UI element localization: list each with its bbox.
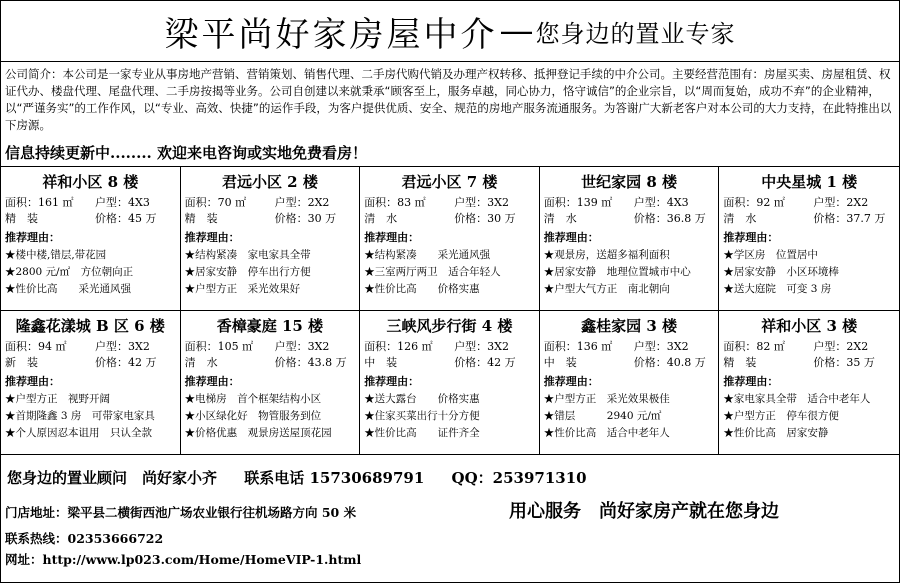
listing-price: 价格：30 万 (454, 212, 516, 225)
listing-title: 中央星城 1 楼 (761, 173, 858, 191)
listing-decoration: 精 装 (5, 212, 38, 225)
listing-decoration: 新 装 (5, 356, 38, 369)
recommend-reason: ★送大庭院 可变 3 房 (723, 283, 832, 295)
listing-spec-row (5, 195, 176, 211)
recommend-reason: ★性价比高 价格实惠 (364, 283, 480, 295)
recommend-reason: ★居家安静 停车出行方便 (184, 266, 311, 278)
listing-title: 君远小区 7 楼 (401, 173, 498, 191)
listing-price: 价格：43.8 万 (274, 356, 347, 369)
listing-title: 香樟豪庭 15 楼 (216, 317, 324, 335)
recommend-heading: 推荐理由： (723, 231, 779, 244)
recommend-reason: ★价格优惠 观景房送屋顶花园 (184, 427, 332, 439)
recommend-heading: 推荐理由： (5, 375, 60, 388)
recommend-reason: ★户型方正 采光效果极佳 (543, 393, 670, 405)
listing-price: 价格：42 万 (95, 356, 157, 369)
recommend-reason: ★送大露台 价格实惠 (364, 393, 480, 405)
recommend-reason: ★家电家具全带 适合中老年人 (723, 393, 871, 405)
listing-price-row (5, 211, 176, 227)
listing-card (540, 167, 720, 311)
recommend-heading: 推荐理由： (543, 375, 599, 388)
listing-spec-row (723, 339, 895, 355)
recommend-reason: ★住家买菜出行十分方便 (364, 410, 480, 422)
listing-title: 祥和小区 8 楼 (42, 173, 139, 191)
recommend-reason: ★性价比高 采光通风强 (5, 283, 131, 295)
listing-type: 户型：3X2 (633, 340, 689, 353)
listing-price-row (544, 355, 715, 371)
listing-spec-row (364, 195, 535, 211)
listing-type: 户型：3X2 (454, 196, 510, 209)
listing-decoration: 中 装 (364, 356, 398, 369)
recommend-reason: ★小区绿化好 物管服务到位 (184, 410, 322, 422)
listing-card (181, 311, 361, 455)
recommend-reason: ★观景房，送超多福利面积 (543, 249, 670, 261)
advisor-name: 您身边的置业顾问 尚好家小齐 (7, 469, 218, 487)
listing-type: 户型：3X2 (274, 340, 330, 353)
contact-qq: QQ：253971310 (451, 469, 587, 487)
listing-spec-row (723, 195, 895, 211)
update-notice: 信息持续更新中........ 欢迎来电咨询或实地免费看房！ (1, 140, 899, 167)
listing-area: 面积：83 ㎡ (364, 196, 426, 209)
recommend-reason: ★户型方正 采光效果好 (184, 283, 301, 295)
listing-price: 价格：35 万 (813, 356, 875, 369)
recommend-reason: ★性价比高 证件齐全 (364, 427, 480, 439)
recommend-reason: ★学区房 位置居中 (723, 249, 818, 261)
listing-price: 价格：42 万 (454, 356, 516, 369)
listing-area: 面积：94 ㎡ (5, 340, 67, 353)
listing-area: 面积：92 ㎡ (723, 196, 785, 209)
listing-price: 价格：40.8 万 (633, 356, 706, 369)
listing-price-row (185, 355, 356, 371)
listing-title: 三峡风步行街 4 楼 (386, 317, 513, 335)
listing-card (360, 311, 540, 455)
recommend-reason: ★错层 2940 元/㎡ (543, 410, 662, 422)
recommend-heading: 推荐理由： (184, 231, 240, 244)
listing-decoration: 清 水 (543, 212, 577, 225)
listing-card (181, 167, 361, 311)
listing-decoration: 清 水 (364, 212, 398, 225)
recommend-reason: ★电梯房 首个框架结构小区 (184, 393, 322, 405)
recommend-reason: ★居家安静 小区环境棒 (723, 266, 839, 278)
header (1, 1, 899, 62)
company-intro: 公司简介：本公司是一家专业从事房地产营销、营销策划、销售代理、二手房代购代销及办理产权转移、抵押登记手续的中介公司。主要经营范围有：房屋买卖、房屋租赁、权证代办、楼盘代理、尾盘代理、二手房按揭等业务。公司自创建以来就秉承“顾客至上，服务卓越，同心协力，恪守诚信”的企业宗旨，以“周而复始，成功不弃”的企业精神，以“严谨务实”的工作作风，以“专业、高效、快捷”的运作手段，为客户提供优质、安全、规范的房地产服务流通服务。为答谢广大新老客户对本公司的大力支持，在此特推出以下房源。 (5, 67, 892, 132)
listing-area: 面积：139 ㎡ (543, 196, 613, 209)
listing-type: 户型：3X2 (454, 340, 510, 353)
recommend-reason: ★性价比高 居家安静 (723, 427, 829, 439)
listing-decoration: 精 装 (723, 356, 757, 369)
listing-grid (1, 167, 899, 455)
listing-area: 面积：105 ㎡ (184, 340, 254, 353)
footer (1, 455, 899, 583)
listing-area: 面积：82 ㎡ (723, 340, 785, 353)
listing-area: 面积：126 ㎡ (364, 340, 433, 353)
listing-decoration: 清 水 (184, 356, 218, 369)
listing-price: 价格：36.8 万 (633, 212, 706, 225)
listing-spec-row (544, 195, 715, 211)
hotline: 联系热线：02353666722 (5, 531, 164, 546)
listing-card (540, 311, 720, 455)
listing-price: 价格：45 万 (95, 212, 157, 225)
recommend-heading: 推荐理由： (364, 375, 420, 388)
recommend-heading: 推荐理由： (5, 231, 60, 244)
listing-card (360, 167, 540, 311)
recommend-heading: 推荐理由： (184, 375, 240, 388)
listing-title: 祥和小区 3 楼 (761, 317, 858, 335)
listing-price-row (185, 211, 356, 227)
listing-card (719, 167, 899, 311)
listing-card (1, 167, 181, 311)
recommend-heading: 推荐理由： (543, 231, 599, 244)
recommend-reason: ★居家安静 地理位置城市中心 (543, 266, 691, 278)
listing-price-row (364, 355, 535, 371)
contact-phone: 联系电话 15730689791 (244, 469, 425, 487)
listing-price: 价格：37.7 万 (813, 212, 886, 225)
listing-spec-row (185, 339, 356, 355)
listing-type: 户型：4X3 (633, 196, 689, 209)
listing-price: 价格：30 万 (274, 212, 337, 225)
recommend-reason: ★首期隆鑫 3 房 可带家电家具 (5, 410, 155, 422)
listing-price-row (5, 355, 176, 371)
title-dash: — (499, 11, 534, 51)
listing-decoration: 精 装 (184, 212, 218, 225)
recommend-reason: ★户型方正 停车很方便 (723, 410, 839, 422)
listing-type: 户型：2X2 (813, 196, 869, 209)
store-address: 门店地址：梁平县二横街西池广场农业银行往机场路方向 50 米 (5, 505, 357, 520)
recommend-reason: ★结构紧凑 采光通风强 (364, 249, 491, 261)
listing-price-row (364, 211, 535, 227)
listing-type: 户型：4X3 (95, 196, 150, 209)
listing-area: 面积：161 ㎡ (5, 196, 74, 209)
recommend-reason: ★结构紧凑 家电家具全带 (184, 249, 311, 261)
listing-spec-row (185, 195, 356, 211)
listing-area: 面积：70 ㎡ (184, 196, 247, 209)
listing-title: 鑫桂家园 3 楼 (581, 317, 678, 335)
listing-area: 面积：136 ㎡ (543, 340, 613, 353)
listing-title: 世纪家园 8 楼 (581, 173, 678, 191)
listing-spec-row (544, 339, 715, 355)
recommend-reason: ★户型方正 视野开阔 (5, 393, 110, 405)
recommend-reason: ★楼中楼,错层,带花园 (5, 249, 107, 261)
listing-price-row (723, 355, 895, 371)
company-title: 梁平尚好家房屋中介 (164, 14, 498, 55)
recommend-reason: ★性价比高 适合中老年人 (543, 427, 670, 439)
listing-type: 户型：3X2 (95, 340, 150, 353)
recommend-reason: ★三室两厅两卫 适合年轻人 (364, 266, 501, 278)
website-link[interactable]: 网址：http://www.lp023.com/Home/HomeVIP-1.html (5, 552, 362, 567)
recommend-heading: 推荐理由： (723, 375, 779, 388)
listing-price-row (723, 211, 895, 227)
contact-line (7, 467, 609, 488)
recommend-reason: ★户型大气方正 南北朝向 (543, 283, 670, 295)
recommend-heading: 推荐理由： (364, 231, 420, 244)
recommend-reason: ★2800 元/㎡ 方位朝向正 (5, 266, 134, 278)
company-subtitle: 您身边的置业专家 (535, 19, 736, 48)
recommend-reason: ★个人原因忍本诅用 只认全款 (5, 427, 152, 439)
listing-type: 户型：2X2 (813, 340, 869, 353)
listing-card (1, 311, 181, 455)
listing-decoration: 清 水 (723, 212, 757, 225)
listing-type: 户型：2X2 (274, 196, 330, 209)
listing-price-row (544, 211, 715, 227)
listing-card (719, 311, 899, 455)
listing-spec-row (364, 339, 535, 355)
listing-spec-row (5, 339, 176, 355)
slogan: 用心服务 尚好家房产就在您身边 (509, 501, 779, 522)
listing-decoration: 中 装 (543, 356, 577, 369)
listing-title: 君远小区 2 楼 (221, 173, 318, 191)
listing-title: 隆鑫花漾城 B 区 6 楼 (15, 317, 165, 335)
